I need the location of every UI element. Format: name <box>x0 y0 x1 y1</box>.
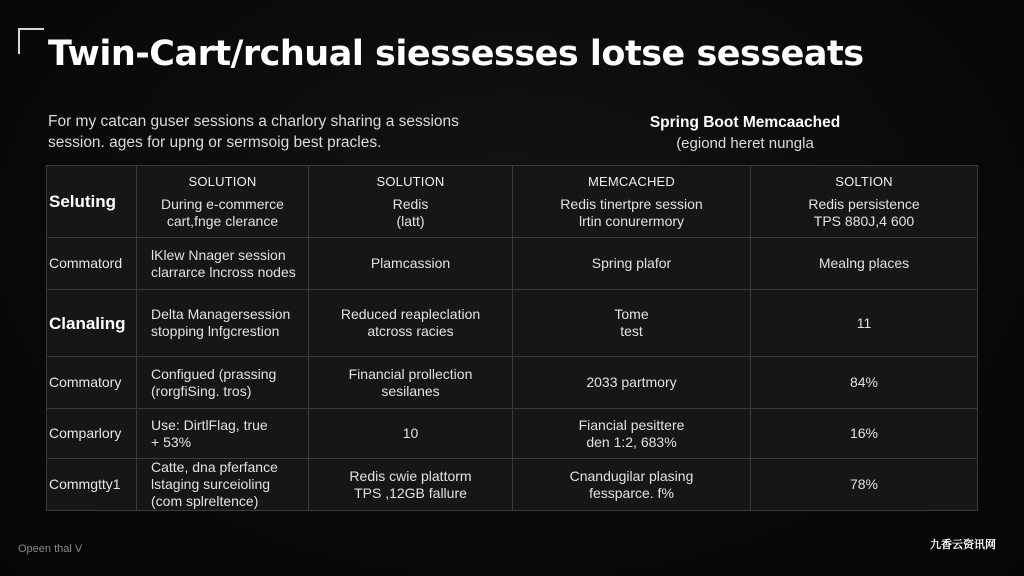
side-note-title: Spring Boot Memcaached <box>649 114 841 131</box>
table-cell <box>137 166 309 238</box>
table-cell <box>309 166 513 238</box>
table-cell <box>513 357 751 409</box>
table-cell <box>751 290 978 357</box>
cell-text: TPS ,12GB fallure <box>354 484 467 501</box>
cell-text: Configued (prassing <box>151 365 277 382</box>
cell-text: 2033 partmory <box>586 374 677 390</box>
footer-watermark: 九香云资讯网 <box>930 539 996 551</box>
cell-text: lrtin conurermory <box>578 213 685 229</box>
cell-text: 11 <box>856 314 872 331</box>
cell-text: Redis <box>392 196 429 212</box>
cell-text: stopping lnfgcrestion <box>151 323 280 339</box>
cell-text: Catte, dna pferfance <box>151 459 278 475</box>
table-row <box>47 459 978 511</box>
cell-text: lstaging surceioling <box>151 476 271 492</box>
intro-text: For my catcan guser sessions a charlory sharing a sessions session. ages for upng or sermsoig best pracles. <box>48 113 459 151</box>
table-cell <box>513 459 751 511</box>
row-label: Commgtty1 <box>47 459 137 511</box>
table-cell <box>751 459 978 511</box>
table-cell <box>137 357 309 409</box>
cell-text: sesilanes <box>381 382 440 399</box>
table-cell <box>751 238 978 290</box>
cell-text: Reduced reapleclation <box>340 306 481 322</box>
cell-text: Financial prollection <box>348 365 473 382</box>
cell-text: Mealng places <box>818 255 910 271</box>
table-row <box>47 357 978 409</box>
table-cell <box>513 290 751 357</box>
row-label: Clanaling <box>47 290 137 357</box>
column-header: SOLUTION <box>188 174 257 189</box>
cell-text: Fiancial pesittere <box>578 416 685 433</box>
cell-text: (latt) <box>396 213 425 229</box>
cell-text: (rorgfiSing. tros) <box>151 382 252 399</box>
table-cell <box>137 409 309 459</box>
table-cell <box>751 166 978 238</box>
cell-text: + 53% <box>151 433 192 450</box>
row-label: Seluting <box>47 166 137 238</box>
column-header: MEMCACHED <box>587 174 676 189</box>
table-row <box>47 409 978 459</box>
cell-text: Plamcassion <box>370 255 451 271</box>
row-label: Comparlory <box>47 409 137 459</box>
cell-text: Redis persistence <box>808 196 920 212</box>
footer-left-text: Opeen thal V <box>18 543 83 555</box>
cell-text: During e-commerce <box>161 196 284 212</box>
column-header: SOLTION <box>835 174 893 189</box>
table-row <box>47 238 978 290</box>
cell-text: atcross racies <box>367 323 454 339</box>
row-label: Commatord <box>47 238 137 290</box>
cell-text: Tome <box>614 306 649 322</box>
table-cell <box>309 238 513 290</box>
cell-text: (com splreltence) <box>151 493 259 509</box>
table-cell <box>309 459 513 511</box>
table-cell <box>751 409 978 459</box>
slide-title: Twin-Cart/rchual siessesses lotse sesseats <box>48 34 864 74</box>
row-label: Commatory <box>47 357 137 409</box>
cell-text: TPS 880J,4 600 <box>813 213 915 229</box>
side-note <box>600 112 890 154</box>
corner-bracket-icon <box>18 28 44 54</box>
cell-text: Spring plafor <box>591 255 672 271</box>
cell-text: Redis tinertpre session <box>560 196 703 212</box>
cell-text: lKlew Nnager session <box>151 246 286 263</box>
cell-text: den 1:2, 683% <box>586 433 677 450</box>
cell-text: clarrarce lncross nodes <box>151 263 296 280</box>
cell-text: Use: DirtlFlag, true <box>151 416 268 433</box>
table-row <box>47 166 978 238</box>
table-cell <box>309 357 513 409</box>
cell-text: test <box>620 323 643 339</box>
table-cell <box>309 290 513 357</box>
cell-text: 78% <box>849 476 879 492</box>
cell-text: cart,fnge clerance <box>166 213 279 229</box>
table-cell <box>137 290 309 357</box>
table-cell <box>137 238 309 290</box>
table-row <box>47 290 978 357</box>
table-cell <box>137 459 309 511</box>
cell-text: 10 <box>402 425 419 441</box>
cell-text: 16% <box>849 425 879 441</box>
cell-text: Cnandugilar plasing <box>569 467 694 484</box>
table-cell <box>513 166 751 238</box>
cell-text: 84% <box>849 374 879 390</box>
cell-text: Redis cwie plattorm <box>349 467 472 484</box>
cell-text: Delta Managersession <box>151 306 291 322</box>
comparison-table <box>46 165 978 511</box>
column-header: SOLUTION <box>376 174 445 189</box>
table-cell <box>513 409 751 459</box>
table-cell <box>309 409 513 459</box>
table-cell <box>513 238 751 290</box>
table-cell <box>751 357 978 409</box>
cell-text: fessparce. f% <box>589 484 674 501</box>
side-note-subtitle: (egiond heret nungla <box>676 135 814 152</box>
